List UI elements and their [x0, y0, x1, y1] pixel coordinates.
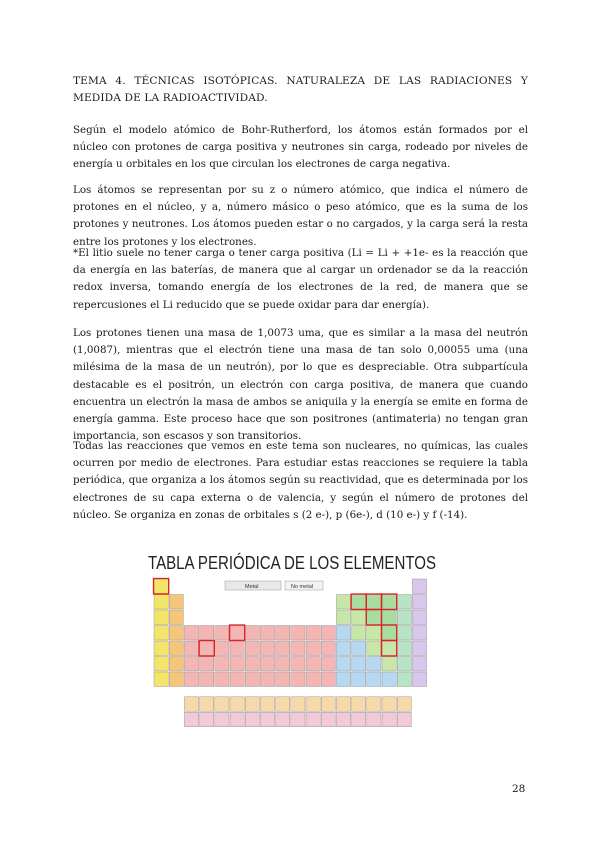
- element-cell: [276, 697, 290, 712]
- element-cell: [230, 672, 244, 687]
- element-cell: [200, 641, 214, 656]
- element-cell: [412, 610, 426, 625]
- element-cell: [245, 626, 259, 641]
- paragraph-atomic-number: Los átomos se representan por su z o número atómico, que indica el número de protones en el núcleo, y a, número másico o peso atómico, que es la suma de los protones y neutrones. Los átomos pueden estar o no cargados, y la carga será la resta entre los protones y los electrones.: [73, 184, 528, 248]
- element-cell: [382, 610, 396, 625]
- element-cell: [230, 641, 244, 656]
- element-cell: [215, 697, 229, 712]
- element-cell: [336, 672, 350, 687]
- element-cell: [336, 595, 350, 610]
- element-cell: [260, 657, 274, 672]
- element-cell: [260, 641, 274, 656]
- element-cell: [336, 610, 350, 625]
- periodic-table-legend: [225, 581, 323, 590]
- element-cell: [215, 626, 229, 641]
- element-cell: [397, 595, 411, 610]
- element-cell: [154, 579, 168, 594]
- element-cell: [321, 641, 335, 656]
- element-cell: [276, 657, 290, 672]
- element-cell: [200, 657, 214, 672]
- element-cell: [169, 610, 183, 625]
- element-cell: [260, 697, 274, 712]
- element-cell: [382, 657, 396, 672]
- element-cell: [276, 626, 290, 641]
- element-cell: [230, 626, 244, 641]
- element-cell: [382, 697, 396, 712]
- element-cell: [215, 712, 229, 727]
- element-cell: [230, 712, 244, 727]
- element-cell: [321, 626, 335, 641]
- element-cell: [367, 626, 381, 641]
- element-cell: [169, 657, 183, 672]
- element-cell: [154, 641, 168, 656]
- element-cell: [291, 697, 305, 712]
- element-cell: [306, 697, 320, 712]
- element-cell: [154, 595, 168, 610]
- element-cell: [260, 672, 274, 687]
- element-cell: [321, 672, 335, 687]
- element-cell: [184, 641, 198, 656]
- element-cell: [352, 712, 366, 727]
- element-cell: [169, 626, 183, 641]
- element-cell: [397, 641, 411, 656]
- element-cell: [336, 712, 350, 727]
- element-cell: [306, 626, 320, 641]
- element-cell: [382, 626, 396, 641]
- element-cell: [321, 697, 335, 712]
- element-cell: [321, 712, 335, 727]
- element-cell: [154, 626, 168, 641]
- element-cell: [200, 626, 214, 641]
- element-cell: [215, 641, 229, 656]
- element-cell: [336, 641, 350, 656]
- element-cell: [412, 579, 426, 594]
- element-cell: [352, 697, 366, 712]
- periodic-table-figure: [145, 545, 439, 738]
- paragraph-nuclear-reactions: Todas las reacciones que vemos en este tema son nucleares, no químicas, las cuales ocurren por medio de electrones. Para estudiar estas reacciones se requiere la tabla periódica, que organiza a los átomos según su reactividad, que es determinada por los electrones de su capa externa o de valencia, y según el número de protones del núcleo. Se organiza en zonas de orbitales s (2 e-), p (6e-), d (10 e-) y f (-14).: [73, 440, 528, 521]
- element-cell: [184, 626, 198, 641]
- element-cell: [276, 641, 290, 656]
- element-cell: [321, 657, 335, 672]
- element-cell: [412, 641, 426, 656]
- element-cell: [276, 672, 290, 687]
- element-cell: [215, 657, 229, 672]
- element-cell: [245, 712, 259, 727]
- element-cell: [352, 657, 366, 672]
- element-cell: [367, 672, 381, 687]
- element-cell: [367, 610, 381, 625]
- element-cell: [184, 712, 198, 727]
- paragraph-bohr-model: Según el modelo atómico de Bohr-Rutherford, los átomos están formados por el núcleo con protones de carga positiva y neutrones sin carga, rodeado por niveles de energía u orbitales en los que circulan los electrones de carga negativa.: [73, 124, 528, 171]
- heading-line-2: MEDIDA DE LA RADIOACTIVIDAD.: [73, 92, 268, 104]
- page-number: 28: [512, 783, 526, 795]
- element-cell: [397, 657, 411, 672]
- element-cell: [367, 697, 381, 712]
- element-cell: [352, 672, 366, 687]
- element-cell: [245, 641, 259, 656]
- element-cell: [382, 672, 396, 687]
- element-cell: [382, 641, 396, 656]
- legend-nonmetal: No metal: [291, 584, 314, 590]
- element-cell: [200, 712, 214, 727]
- element-cell: [200, 672, 214, 687]
- element-cell: [230, 657, 244, 672]
- paragraph-proton-mass: Los protones tienen una masa de 1,0073 uma, que es similar a la masa del neutrón (1,0087), mientras que el electrón tiene una masa de tan solo 0,00055 uma (una milésima de la masa de un neutrón), por lo que es despreciable. Otra subpartícula destacable es el positrón, un electrón con carga positiva, de manera que cuando encuentra un electrón la masa de ambos se aniquila y la energía se emite en forma de energía gamma. Este proceso hace que son positrones (antimateria) no tengan gran importancia, son escasos y son transitorios.: [73, 327, 528, 443]
- element-cell: [382, 595, 396, 610]
- element-cell: [245, 672, 259, 687]
- heading-line-1: TEMA 4. TÉCNICAS ISOTÓPICAS. NATURALEZA DE LAS RADIACIONES Y: [73, 75, 528, 87]
- element-cell: [336, 626, 350, 641]
- element-cell: [412, 595, 426, 610]
- legend-metal: Metal: [245, 584, 259, 590]
- element-cell: [169, 672, 183, 687]
- element-cell: [306, 641, 320, 656]
- element-cell: [291, 657, 305, 672]
- element-cell: [260, 626, 274, 641]
- element-cell: [200, 697, 214, 712]
- element-cell: [215, 672, 229, 687]
- element-cell: [352, 641, 366, 656]
- element-cell: [397, 672, 411, 687]
- element-cell: [367, 657, 381, 672]
- element-cell: [352, 595, 366, 610]
- element-cell: [306, 712, 320, 727]
- element-cell: [306, 657, 320, 672]
- element-cell: [412, 672, 426, 687]
- element-cell: [397, 697, 411, 712]
- element-cell: [154, 610, 168, 625]
- element-cell: [245, 697, 259, 712]
- element-cell: [306, 672, 320, 687]
- element-cell: [412, 626, 426, 641]
- element-cell: [276, 712, 290, 727]
- element-cell: [397, 712, 411, 727]
- element-cell: [291, 712, 305, 727]
- element-cell: [184, 672, 198, 687]
- element-cell: [352, 610, 366, 625]
- element-cell: [291, 626, 305, 641]
- section-heading: [73, 73, 528, 107]
- paragraph-lithium-note: *El litio suele no tener carga o tener carga positiva (Li = Li + +1e- es la reacción que da energía en las baterías, de manera que al cargar un ordenador se da la reacción redox inversa, tomando energía de los electrones de la red, de manera que se repercusiones el Li reducido que se puede oxidar para dar energía).: [73, 247, 528, 311]
- element-cell: [291, 641, 305, 656]
- element-cell: [336, 657, 350, 672]
- element-cell: [245, 657, 259, 672]
- element-cell: [397, 610, 411, 625]
- element-cell: [382, 712, 396, 727]
- element-cell: [412, 657, 426, 672]
- element-cell: [184, 657, 198, 672]
- element-cell: [154, 672, 168, 687]
- element-cell: [169, 595, 183, 610]
- element-cell: [367, 712, 381, 727]
- element-cell: [336, 697, 350, 712]
- element-cell: [154, 657, 168, 672]
- element-cell: [260, 712, 274, 727]
- element-cell: [367, 595, 381, 610]
- periodic-table-title: TABLA PERIÓDICA DE LOS ELEMENTOS: [148, 552, 436, 573]
- element-cell: [184, 697, 198, 712]
- element-cell: [230, 697, 244, 712]
- element-cell: [367, 641, 381, 656]
- element-cell: [169, 641, 183, 656]
- element-cell: [352, 626, 366, 641]
- element-cell: [397, 626, 411, 641]
- element-cell: [291, 672, 305, 687]
